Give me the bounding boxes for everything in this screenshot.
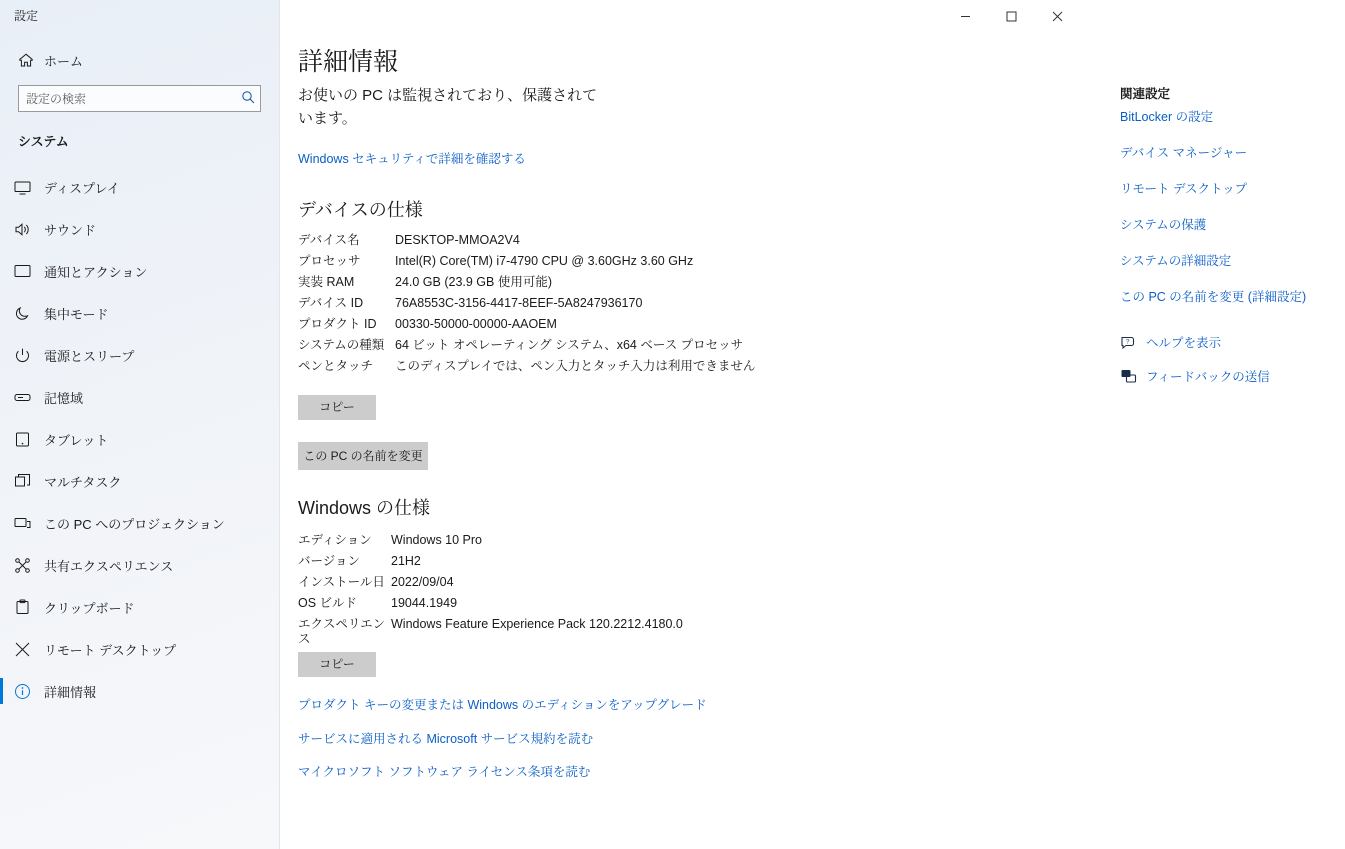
spec-value: Windows 10 Pro xyxy=(391,533,483,547)
display-icon xyxy=(14,179,44,196)
get-help-row[interactable] xyxy=(1120,333,1345,351)
spec-key: エディション xyxy=(298,533,372,547)
search-input[interactable] xyxy=(18,85,261,112)
copy-device-specs-button[interactable]: コピー xyxy=(298,395,376,420)
sidebar-item-remote-desktop[interactable] xyxy=(0,628,279,670)
spec-key: システムの種類 xyxy=(298,338,385,352)
home-icon xyxy=(18,52,44,68)
sidebar-section-title: システム xyxy=(18,134,69,149)
services-agreement-link[interactable]: サービスに適用される Microsoft サービス規約を読む xyxy=(298,732,594,746)
sidebar-item-storage[interactable] xyxy=(0,376,279,418)
sidebar-label: マルチタスク xyxy=(44,474,122,490)
related-settings-links xyxy=(1120,107,1345,323)
title-bar xyxy=(0,0,1080,32)
table-row xyxy=(298,296,755,317)
table-row xyxy=(298,254,755,275)
table-row xyxy=(298,575,683,596)
sidebar-label: サウンド xyxy=(44,222,97,238)
device-manager-link[interactable]: デバイス マネージャー xyxy=(1120,146,1248,160)
sidebar-item-power[interactable] xyxy=(0,334,279,376)
device-spec-heading: デバイスの仕様 xyxy=(298,200,423,220)
table-row xyxy=(298,233,755,254)
search-container xyxy=(18,85,261,112)
spec-value: DESKTOP-MMOA2V4 xyxy=(395,233,520,247)
window-title: 設定 xyxy=(14,9,39,23)
sidebar-label: ディスプレイ xyxy=(44,180,120,196)
main-content xyxy=(279,0,1307,849)
sidebar-item-focus[interactable] xyxy=(0,292,279,334)
sidebar-item-tablet[interactable] xyxy=(0,418,279,460)
help-icon xyxy=(1120,334,1146,351)
sidebar xyxy=(0,0,280,849)
spec-value: 00330-50000-00000-AAOEM xyxy=(395,317,557,331)
notifications-icon xyxy=(14,263,44,280)
table-row xyxy=(298,338,755,359)
spec-key: エクスペリエンス xyxy=(298,617,386,646)
spec-key: プロセッサ xyxy=(298,254,361,268)
table-row xyxy=(298,533,683,554)
spec-key: プロダクト ID xyxy=(298,317,377,331)
spec-value: Intel(R) Core(TM) i7-4790 CPU @ 3.60GHz 3.60 GHz xyxy=(395,254,694,268)
multitask-icon xyxy=(14,473,44,490)
info-icon xyxy=(14,683,44,700)
sidebar-item-about[interactable] xyxy=(0,670,279,712)
advanced-system-settings-link[interactable]: システムの詳細設定 xyxy=(1120,254,1232,268)
spec-value: 19044.1949 xyxy=(391,596,458,610)
moon-icon xyxy=(14,305,44,322)
table-row xyxy=(298,617,683,653)
svg-text:?: ? xyxy=(1126,339,1130,346)
copy-windows-specs-button[interactable]: コピー xyxy=(298,652,376,677)
spec-value: 21H2 xyxy=(391,554,421,568)
sound-icon xyxy=(14,221,44,238)
send-feedback-label[interactable]: フィードバックの送信 xyxy=(1146,370,1270,384)
sidebar-item-shared-experiences[interactable] xyxy=(0,544,279,586)
sidebar-label: 記憶域 xyxy=(44,390,84,406)
windows-spec-heading: Windows の仕様 xyxy=(298,498,431,518)
spec-key: デバイス ID xyxy=(298,296,364,310)
product-key-link[interactable]: プロダクト キーの変更または Windows のエディションをアップグレード xyxy=(298,698,707,712)
spec-value: 64 ビット オペレーティング システム、x64 ベース プロセッサ xyxy=(395,338,744,352)
related-settings-heading: 関連設定 xyxy=(1120,87,1171,101)
table-row xyxy=(298,275,755,296)
windows-specs-table xyxy=(298,533,683,653)
sidebar-item-display[interactable] xyxy=(0,166,279,208)
spec-key: デバイス名 xyxy=(298,233,360,247)
sidebar-home-label: ホーム xyxy=(44,53,84,69)
spec-key: バージョン xyxy=(298,554,361,568)
spec-key: ペンとタッチ xyxy=(298,359,374,373)
send-feedback-row[interactable] xyxy=(1120,367,1345,385)
sidebar-label: 集中モード xyxy=(44,306,109,322)
sidebar-item-home[interactable] xyxy=(0,45,279,75)
table-row xyxy=(298,554,683,575)
share-icon xyxy=(14,557,44,574)
spec-value: 24.0 GB (23.9 GB 使用可能) xyxy=(395,275,552,289)
spec-value: 2022/09/04 xyxy=(391,575,454,589)
bitlocker-settings-link[interactable]: BitLocker の設定 xyxy=(1120,110,1214,124)
sidebar-item-multitask[interactable] xyxy=(0,460,279,502)
table-row xyxy=(298,596,683,617)
remote-desktop-icon xyxy=(14,641,44,658)
close-button[interactable] xyxy=(1034,0,1080,32)
spec-value: このディスプレイでは、ペン入力とタッチ入力は利用できません xyxy=(395,359,756,373)
rename-pc-advanced-link[interactable]: この PC の名前を変更 (詳細設定) xyxy=(1120,290,1307,304)
sidebar-label: この PC へのプロジェクション xyxy=(44,516,225,532)
sidebar-item-projection[interactable] xyxy=(0,502,279,544)
sidebar-label: 電源とスリープ xyxy=(44,348,135,364)
feedback-icon xyxy=(1120,368,1146,385)
system-protection-link[interactable]: システムの保護 xyxy=(1120,218,1207,232)
sidebar-label: クリップボード xyxy=(44,600,135,616)
spec-key: インストール日 xyxy=(298,575,385,589)
remote-desktop-link[interactable]: リモート デスクトップ xyxy=(1120,182,1248,196)
power-icon xyxy=(14,347,44,364)
sidebar-item-notifications[interactable] xyxy=(0,250,279,292)
sidebar-label: 詳細情報 xyxy=(44,684,97,700)
device-specs-table xyxy=(298,233,755,380)
sidebar-label: タブレット xyxy=(44,432,109,448)
sidebar-nav xyxy=(0,166,279,712)
page-title: 詳細情報 xyxy=(298,48,399,76)
spec-key: 実装 RAM xyxy=(298,275,355,289)
protection-status-text: お使いの PC は監視されており、保護されています。 xyxy=(298,87,598,127)
sidebar-item-clipboard[interactable] xyxy=(0,586,279,628)
spec-key: OS ビルド xyxy=(298,596,358,610)
sidebar-label: リモート デスクトップ xyxy=(44,642,177,658)
clipboard-icon xyxy=(14,599,44,616)
spec-value: 76A8553C-3156-4417-8EEF-5A8247936170 xyxy=(395,296,643,310)
minimize-button[interactable] xyxy=(942,0,988,32)
storage-icon xyxy=(14,389,44,406)
table-row xyxy=(298,359,755,380)
window-controls xyxy=(942,0,1080,32)
table-row xyxy=(298,317,755,338)
tablet-icon xyxy=(14,431,44,448)
sidebar-label: 共有エクスペリエンス xyxy=(44,558,174,574)
spec-value: Windows Feature Experience Pack 120.2212.4180.0 xyxy=(391,617,683,631)
sidebar-label: 通知とアクション xyxy=(44,264,148,280)
rename-pc-button[interactable]: この PC の名前を変更 xyxy=(298,442,428,470)
projection-icon xyxy=(14,515,44,532)
get-help-label[interactable]: ヘルプを表示 xyxy=(1146,336,1222,350)
maximize-button[interactable] xyxy=(988,0,1034,32)
license-terms-link[interactable]: マイクロソフト ソフトウェア ライセンス条項を読む xyxy=(298,765,591,779)
sidebar-item-sound[interactable] xyxy=(0,208,279,250)
support-section xyxy=(1120,333,1345,401)
windows-security-link[interactable]: Windows セキュリティで詳細を確認する xyxy=(298,152,526,166)
